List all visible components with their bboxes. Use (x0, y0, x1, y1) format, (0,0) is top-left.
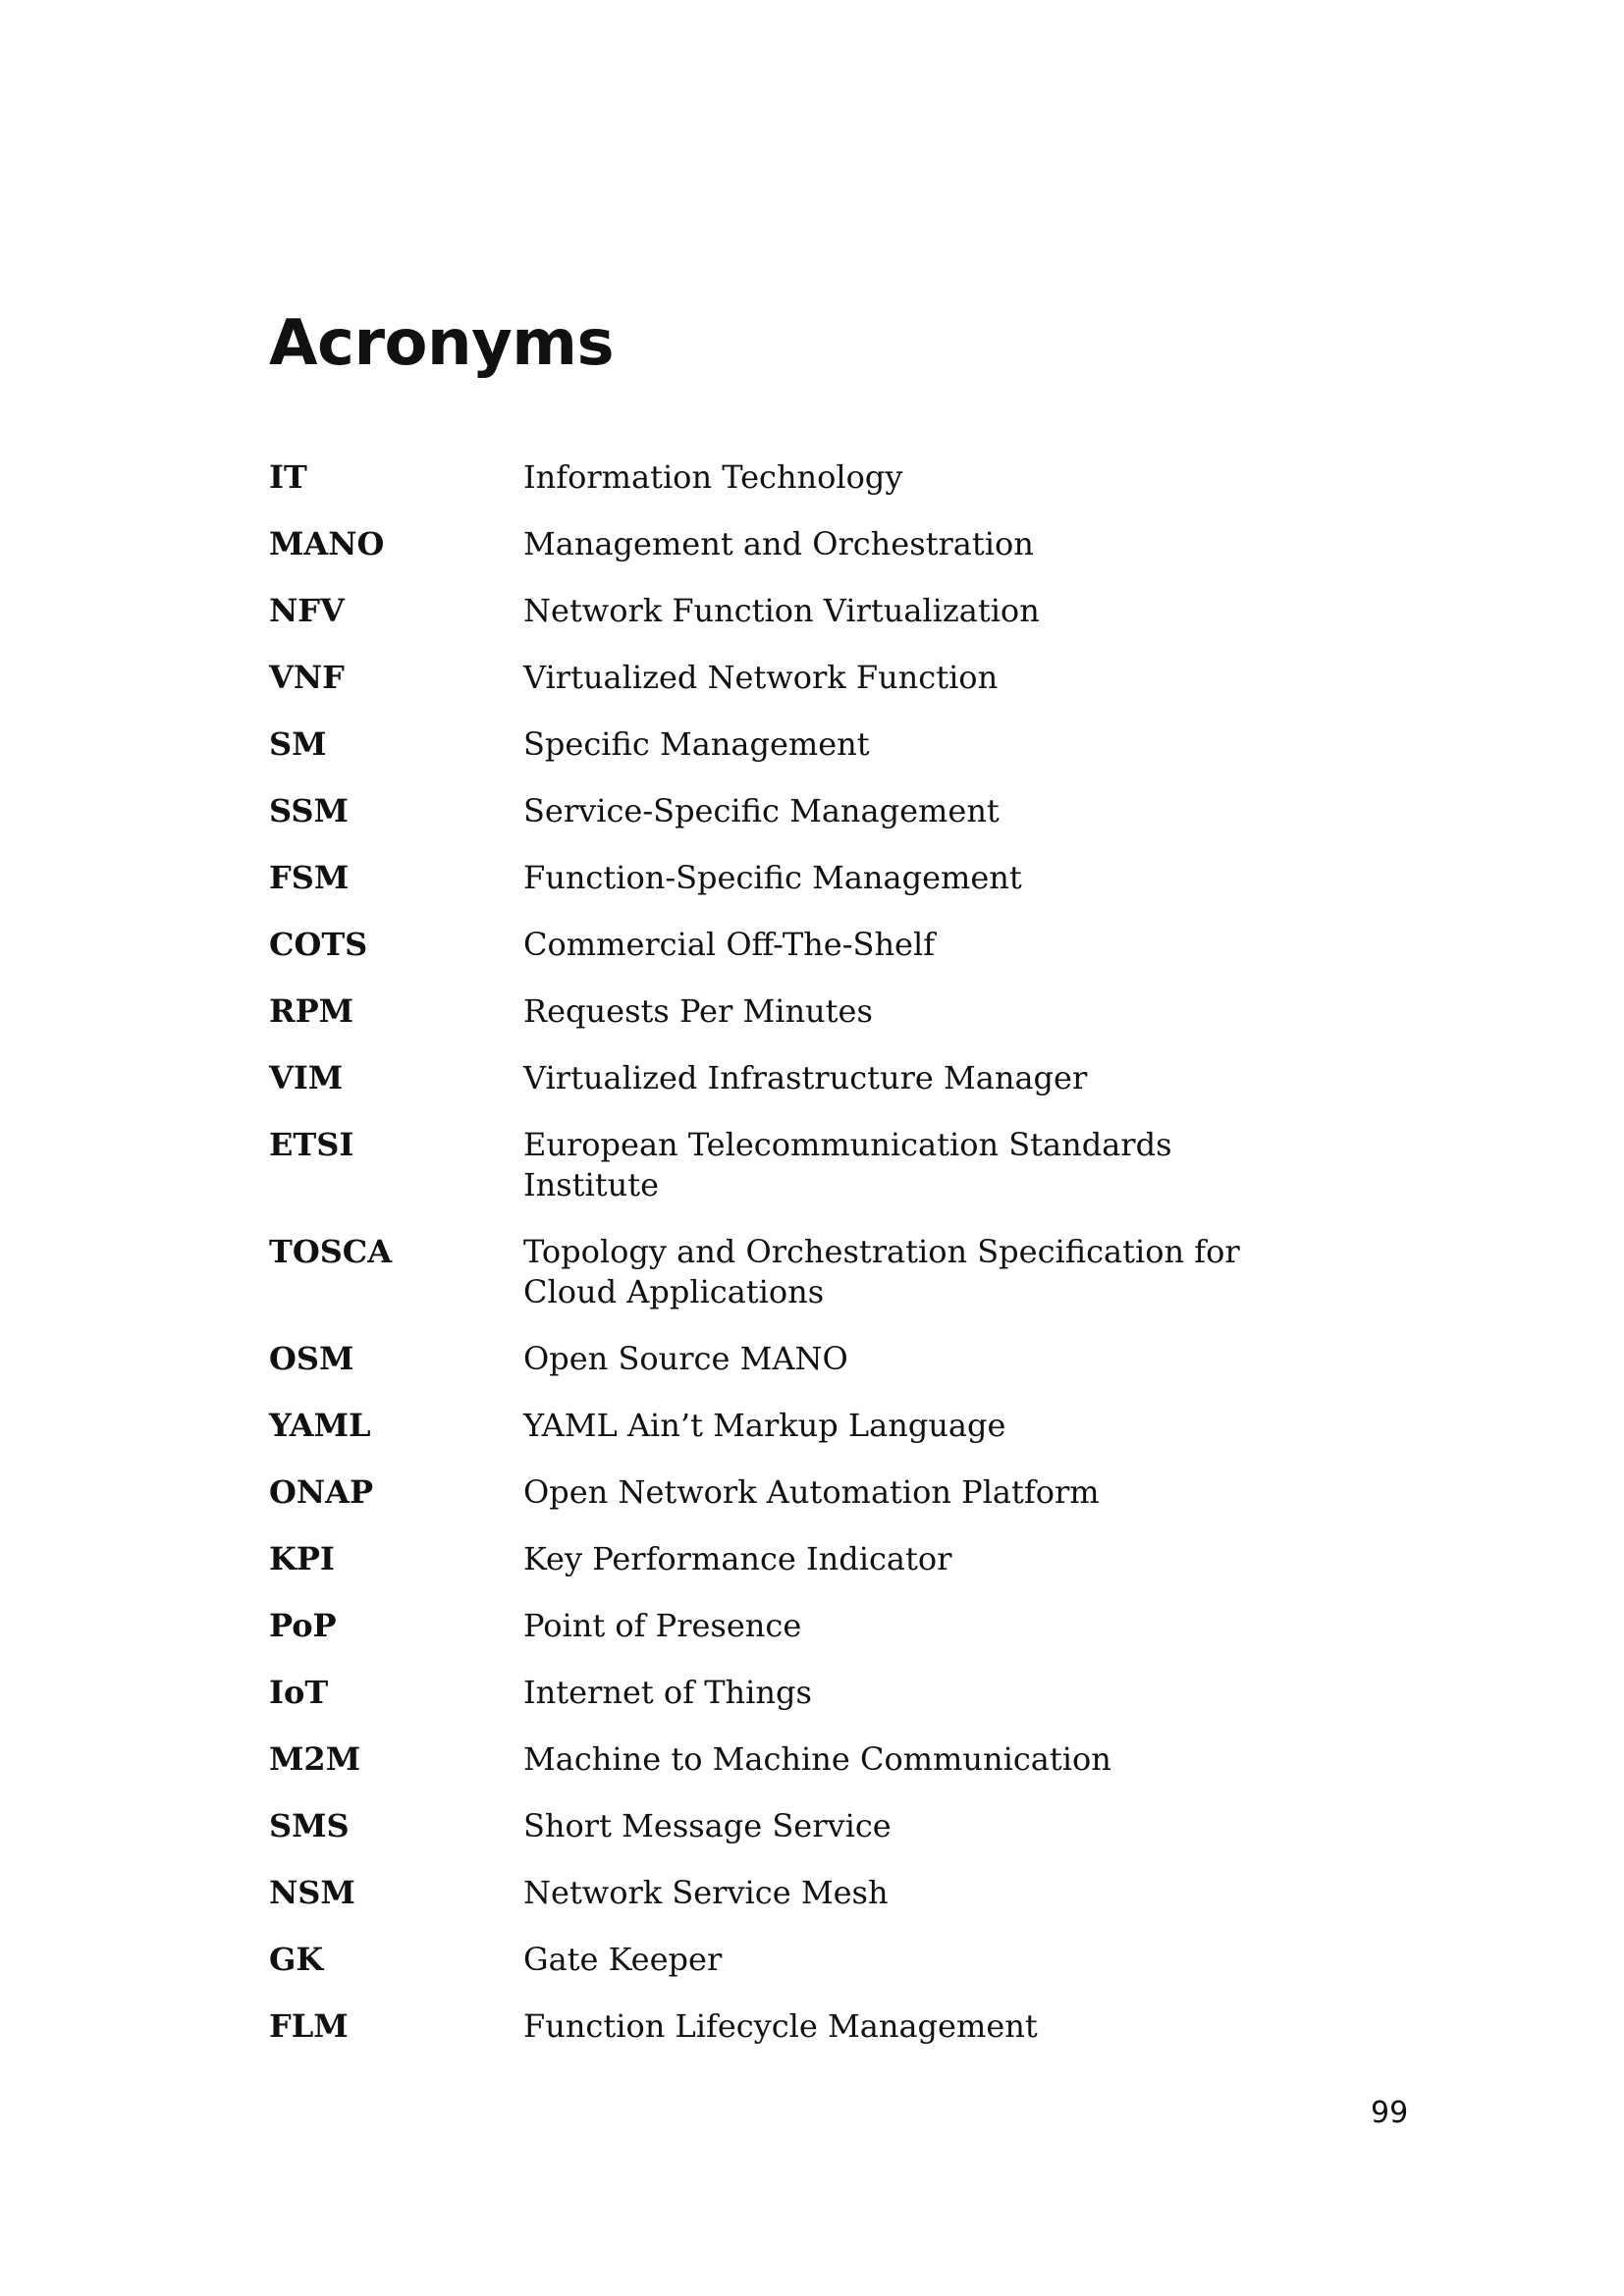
acronym-definition: Open Network Automation Platform (523, 1473, 1100, 1511)
acronym-row (269, 1339, 1310, 1379)
acronym-definition: Topology and Orchestration Specification for Cloud Applications (523, 1233, 1240, 1310)
acronym-row (269, 1232, 1310, 1312)
acronym-row (269, 524, 1310, 564)
acronym-row (269, 1806, 1310, 1846)
acronym-row (269, 858, 1310, 898)
acronym-definition: Information Technology (523, 458, 903, 496)
acronym-definition: Virtualized Network Function (523, 659, 999, 696)
acronym-definition: Management and Orchestration (523, 525, 1034, 562)
acronym-term: MANO (269, 525, 385, 562)
acronym-term: VNF (269, 659, 345, 696)
acronym-term: SSM (269, 792, 349, 829)
acronym-definition: Service-Specific Management (523, 792, 1000, 829)
acronym-row (269, 1673, 1310, 1713)
acronym-definition: Function-Specific Management (523, 859, 1022, 896)
acronym-definition: Network Function Virtualization (523, 592, 1040, 629)
acronym-term: SM (269, 725, 327, 763)
acronym-row (269, 1940, 1310, 1980)
acronym-row (269, 1873, 1310, 1913)
acronym-term: NFV (269, 592, 345, 629)
acronym-row (269, 1058, 1310, 1098)
acronym-definition: Function Lifecycle Management (523, 2007, 1038, 2045)
acronym-row (269, 2006, 1310, 2047)
acronym-row (269, 658, 1310, 698)
acronym-term: KPI (269, 1540, 335, 1577)
acronym-term: YAML (269, 1407, 371, 1444)
acronym-term: FLM (269, 2007, 349, 2045)
acronym-term: IT (269, 458, 307, 496)
acronym-term: FSM (269, 859, 350, 896)
acronym-term: ETSI (269, 1126, 354, 1163)
acronym-row (269, 457, 1310, 498)
acronym-definition: Network Service Mesh (523, 1874, 889, 1911)
acronym-term: PoP (269, 1607, 337, 1644)
acronym-row (269, 1472, 1310, 1513)
acronym-definition: Requests Per Minutes (523, 992, 873, 1030)
acronym-row (269, 1539, 1310, 1579)
acronym-term: NSM (269, 1874, 355, 1911)
acronym-term: VIM (269, 1059, 344, 1096)
acronym-term: M2M (269, 1740, 361, 1778)
acronym-term: COTS (269, 926, 368, 963)
acronym-term: ONAP (269, 1473, 374, 1511)
acronym-term: SMS (269, 1807, 350, 1844)
acronym-term: GK (269, 1941, 324, 1978)
acronym-definition: Virtualized Infrastructure Manager (523, 1059, 1088, 1096)
acronym-list (269, 457, 1310, 2073)
acronym-row (269, 724, 1310, 765)
acronym-definition: Gate Keeper (523, 1941, 723, 1978)
acronym-term: OSM (269, 1340, 354, 1377)
acronym-row (269, 1406, 1310, 1446)
acronym-row (269, 1125, 1310, 1205)
acronym-definition: Machine to Machine Communication (523, 1740, 1111, 1778)
acronym-term: IoT (269, 1674, 329, 1711)
acronym-row (269, 591, 1310, 631)
acronym-definition: Specific Management (523, 725, 870, 763)
acronym-definition: Point of Presence (523, 1607, 802, 1644)
acronym-term: RPM (269, 992, 354, 1030)
acronym-row (269, 791, 1310, 831)
page-number: 99 (1371, 2096, 1409, 2130)
acronym-term: TOSCA (269, 1233, 393, 1270)
acronym-definition: Internet of Things (523, 1674, 812, 1711)
acronym-definition: Key Performance Indicator (523, 1540, 952, 1577)
acronym-row (269, 1739, 1310, 1780)
acronym-row (269, 1606, 1310, 1646)
acronym-definition: YAML Ain’t Markup Language (523, 1407, 1006, 1444)
page-title: Acronyms (269, 307, 615, 380)
acronym-definition: Commercial Off-The-Shelf (523, 926, 936, 963)
acronym-definition: Open Source MANO (523, 1340, 848, 1377)
acronym-row (269, 991, 1310, 1032)
acronym-definition: Short Message Service (523, 1807, 892, 1844)
acronym-row (269, 925, 1310, 965)
acronym-definition: European Telecommunication Standards Institute (523, 1126, 1172, 1203)
